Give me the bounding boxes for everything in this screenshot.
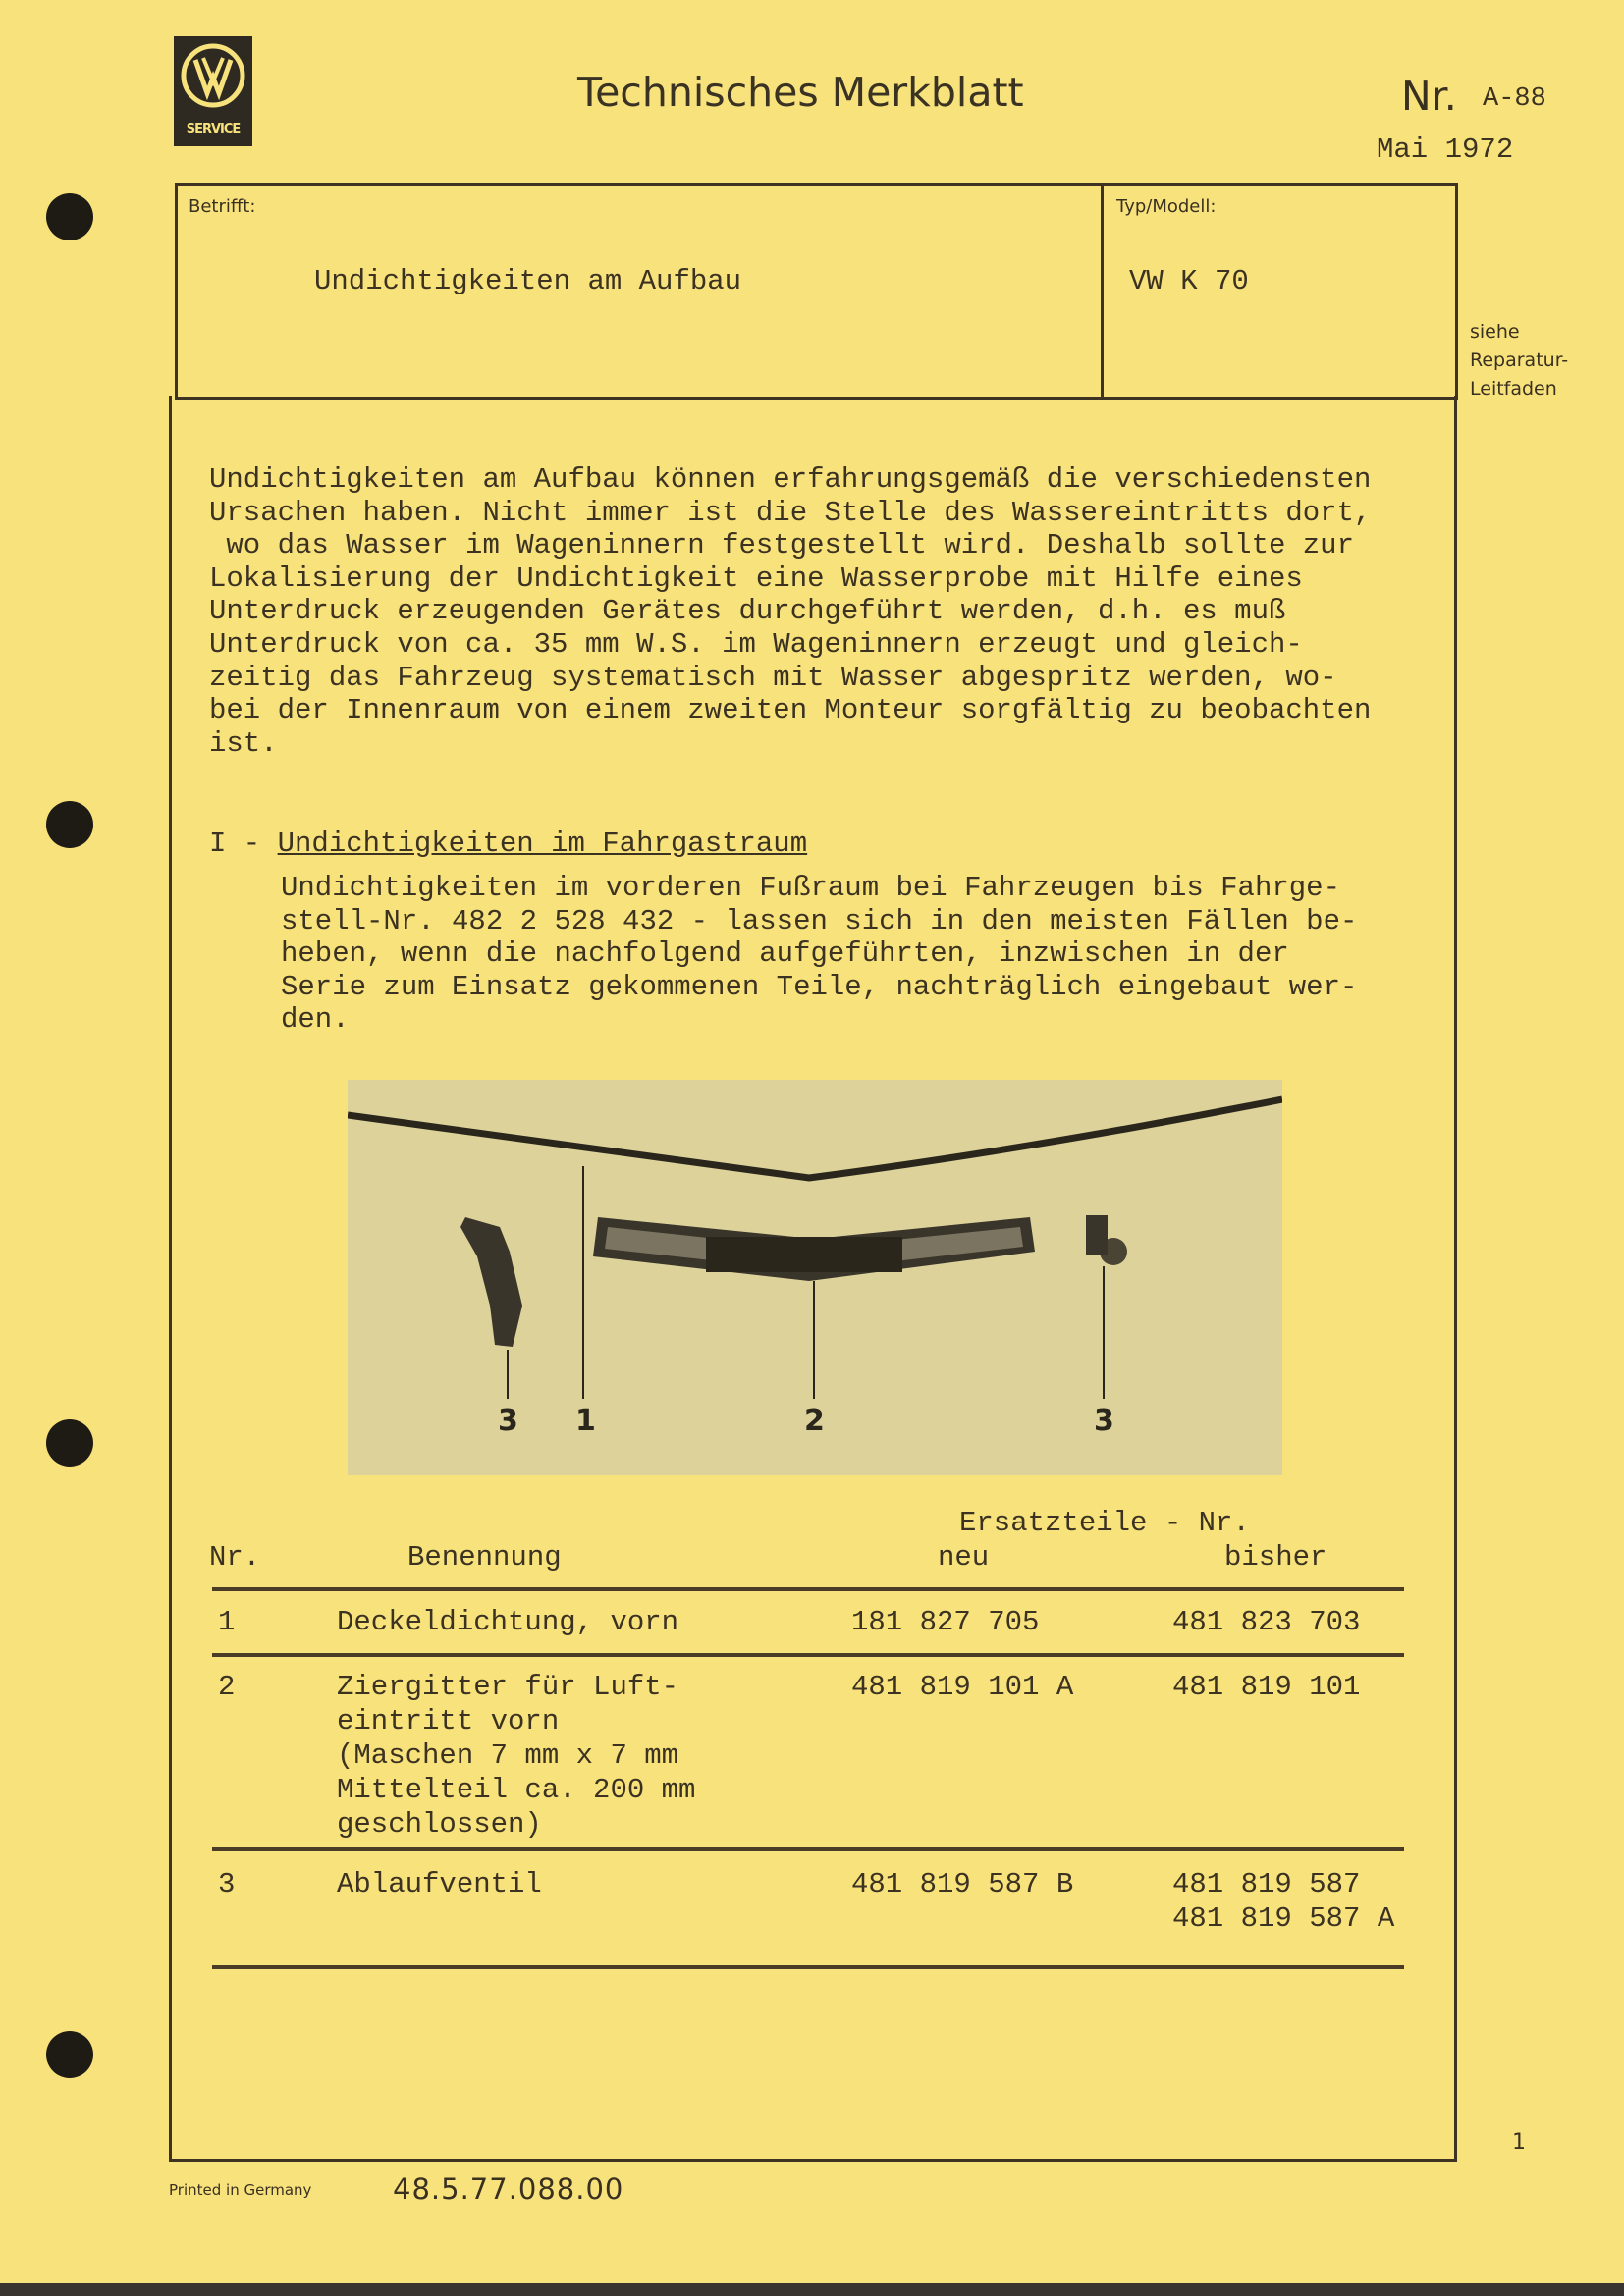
row-bisher: 481 819 101 — [1172, 1671, 1361, 1703]
column-header-bisher: bisher — [1224, 1541, 1327, 1574]
column-header-neu: neu — [938, 1541, 990, 1574]
row-name: Ablaufventil — [337, 1868, 542, 1900]
row-name: Deckeldichtung, vorn — [337, 1606, 679, 1638]
name-line: (Maschen 7 mm x 7 mm — [337, 1739, 679, 1772]
section-title: Undichtigkeiten im Fahrgastraum — [277, 828, 808, 860]
text-line: stell-Nr. 482 2 528 432 - lassen sich in den meisten Fällen be- — [281, 904, 1358, 937]
date: Mai 1972 — [1377, 133, 1514, 166]
text-line: wo das Wasser im Wageninnern festgestellt wird. Deshalb sollte zur — [209, 529, 1354, 562]
figure-label: 3 — [498, 1404, 518, 1438]
text-line: Undichtigkeiten am Aufbau können erfahrungsgemäß die verschiedensten — [209, 463, 1372, 496]
punch-hole — [46, 1419, 93, 1467]
intro-paragraph — [209, 463, 1371, 760]
text-line: den. — [281, 1003, 350, 1037]
row-nr: 2 — [218, 1671, 236, 1703]
typ-value: VW K 70 — [1129, 265, 1249, 297]
table-rule — [212, 1965, 1404, 1969]
text-line: zeitig das Fahrzeug systematisch mit Wasser abgespritz werden, wo- — [209, 661, 1337, 694]
row-bisher — [1172, 1867, 1394, 1936]
nr-label: Nr. — [1401, 73, 1457, 120]
parts-photo — [348, 1080, 1282, 1475]
document-title: Technisches Merkblatt — [577, 69, 1024, 116]
figure-label: 3 — [1094, 1404, 1114, 1438]
table-rule — [212, 1653, 1404, 1657]
subject-divider — [1101, 183, 1104, 397]
text-line: Lokalisierung der Undichtigkeit eine Wasserprobe mit Hilfe eines — [209, 561, 1303, 595]
printed-in: Printed in Germany — [169, 2181, 312, 2199]
name-line: Ziergitter für Luft- — [337, 1671, 679, 1703]
row-nr: 3 — [218, 1868, 236, 1900]
row-neu: 481 819 587 B — [851, 1868, 1074, 1900]
bottom-edge — [0, 2283, 1624, 2296]
column-header-benennung: Benennung — [407, 1541, 562, 1574]
table-rule — [212, 1587, 1404, 1591]
text-line: Undichtigkeiten im vorderen Fußraum bei Fahrzeugen bis Fahrge- — [281, 872, 1340, 904]
table-group-header: Ersatzteile - Nr. — [959, 1507, 1250, 1539]
bisher-line: 481 819 587 — [1172, 1868, 1361, 1900]
page-number: 1 — [1512, 2130, 1526, 2155]
table-rule — [212, 1847, 1404, 1851]
section-paragraph — [281, 872, 1357, 1037]
text-line: Unterdruck von ca. 35 mm W.S. im Wageninnern erzeugt und gleich- — [209, 627, 1303, 661]
row-name — [337, 1670, 695, 1842]
punch-hole — [46, 801, 93, 848]
text-line: ist. — [209, 726, 278, 760]
text-line: Ursachen haben. Nicht immer ist die Stelle des Wassereintritts dort, — [209, 496, 1372, 529]
column-header-nr: Nr. — [209, 1541, 261, 1574]
typ-label: Typ/Modell: — [1116, 196, 1217, 217]
punch-hole — [46, 2031, 93, 2078]
text-line: heben, wenn die nachfolgend aufgeführten, inzwischen in der — [281, 937, 1289, 971]
row-neu: 181 827 705 — [851, 1606, 1040, 1638]
betrifft-label: Betrifft: — [189, 196, 256, 217]
row-neu: 481 819 101 A — [851, 1671, 1074, 1703]
name-line: eintritt vorn — [337, 1705, 560, 1737]
row-bisher: 481 823 703 — [1172, 1606, 1361, 1638]
row-nr: 1 — [218, 1606, 236, 1638]
side-note — [1470, 318, 1568, 403]
side-note-line: Leitfaden — [1470, 378, 1557, 400]
text-line: Serie zum Einsatz gekommenen Teile, nachträglich eingebaut wer- — [281, 970, 1358, 1003]
side-note-line: Reparatur- — [1470, 349, 1569, 371]
logo-text: SERVICE — [186, 122, 241, 136]
figure-label: 2 — [804, 1404, 825, 1438]
betrifft-value: Undichtigkeiten am Aufbau — [314, 265, 742, 297]
name-line: geschlossen) — [337, 1808, 542, 1841]
nr-value: A-88 — [1483, 84, 1546, 114]
text-line: bei der Innenraum von einem zweiten Monteur sorgfältig zu beobachten — [209, 694, 1372, 727]
name-line: Mittelteil ca. 200 mm — [337, 1774, 696, 1806]
section-heading — [209, 828, 807, 860]
side-note-line: siehe — [1470, 321, 1520, 343]
print-code: 48.5.77.088.00 — [393, 2172, 624, 2206]
bisher-line: 481 819 587 A — [1172, 1902, 1395, 1935]
punch-hole — [46, 193, 93, 240]
vw-service-logo — [174, 36, 252, 146]
text-line: Unterdruck erzeugenden Gerätes durchgeführt werden, d.h. es muß — [209, 595, 1286, 628]
section-prefix: I - — [209, 828, 278, 860]
vw-logo-icon — [174, 36, 252, 115]
figure-label: 1 — [575, 1404, 596, 1438]
